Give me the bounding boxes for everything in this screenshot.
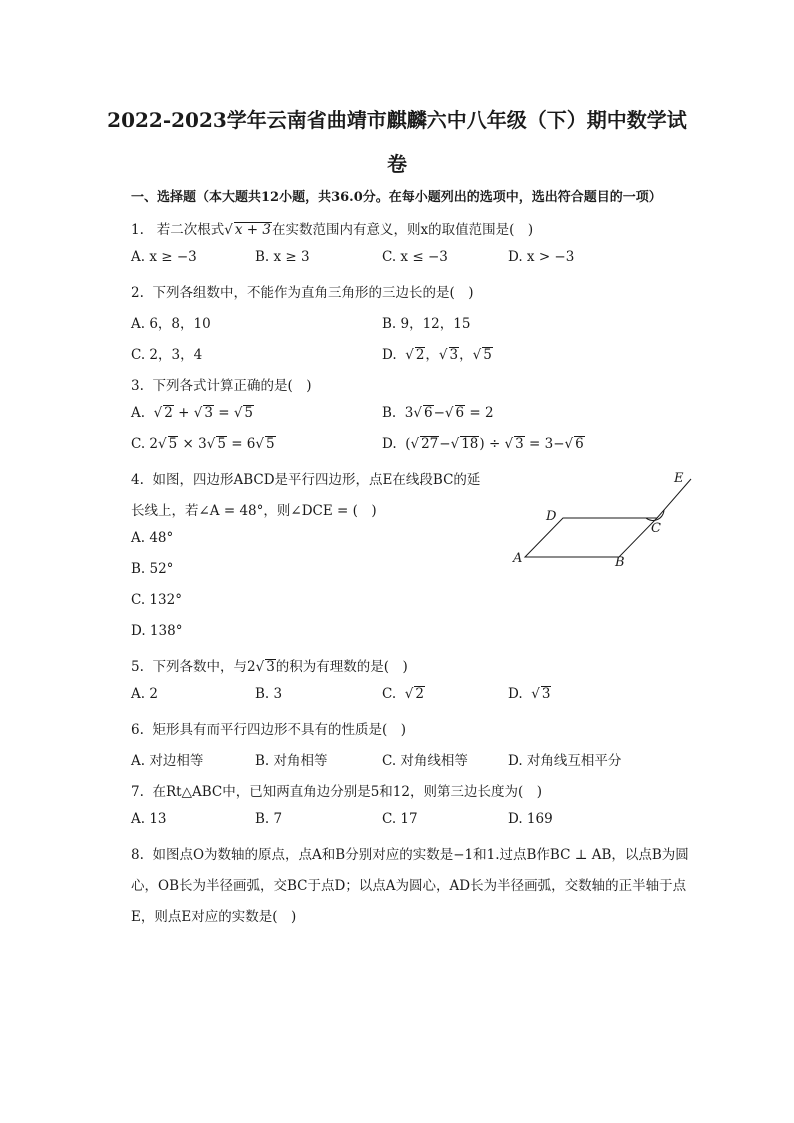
question-text-end: 在实数范围内有意义，则x的取值范围是( ) — [271, 222, 534, 238]
question-text: 若二次根式 — [156, 222, 225, 238]
exam-title-line1: 2022-2023学年云南省曲靖市麒麟六中八年级（下）期中数学试 — [107, 108, 687, 132]
option-label: B. — [382, 405, 397, 421]
option-a[interactable]: A. x ≥ −3 — [131, 249, 197, 265]
option-label: A. — [131, 405, 146, 421]
option-a[interactable]: A. 6，8，10 — [131, 316, 211, 332]
option-a[interactable]: A. 48° — [131, 530, 174, 546]
radicand: x + 3 — [234, 222, 271, 238]
radicand: 2 — [415, 347, 425, 363]
option-d[interactable]: D. 138° — [131, 623, 183, 639]
option-label: D. — [382, 436, 397, 452]
question-number: 1. — [131, 222, 144, 238]
option-d[interactable]: D. x > −3 — [508, 249, 575, 265]
option-d[interactable]: D. (√ 27−√ 18) ÷ √ 3 = 3−√ 6 — [382, 436, 584, 452]
question-4-line2: 长线上，若∠A = 48°，则∠DCE = ( ) — [131, 503, 377, 519]
radicand: 3 — [541, 686, 551, 702]
question-7 — [131, 780, 542, 800]
radicand: 3 — [449, 347, 459, 363]
question-8-line2: 心，OB长为半径画弧，交BC于点D；以点A为圆心，AD长为半径画弧，交数轴的正半轴于点 — [131, 878, 687, 894]
option-label: D. — [382, 347, 397, 363]
label-d: D — [546, 509, 557, 524]
option-b[interactable]: B. 3√ 6−√ 6 = 2 — [382, 405, 494, 421]
label-c: C — [651, 521, 661, 536]
question-text: 如图点O为数轴的原点，点A和B分别对应的实数是−1和1.过点B作BC ⊥ AB，以点B为圆 — [152, 847, 689, 863]
option-b[interactable]: B. 52° — [131, 561, 174, 577]
section-heading: 一、选择题（本大题共12小题，共36.0分。在每小题列出的选项中，选出符合题目的一项） — [131, 190, 662, 205]
question-number: 5. — [131, 659, 144, 675]
separator: ， — [425, 347, 439, 363]
angle-arc — [646, 510, 664, 521]
exam-title-line2: 卷 — [387, 152, 407, 176]
option-b[interactable]: B. 对角相等 — [255, 753, 328, 769]
label-e: E — [674, 471, 684, 486]
option-label: D. — [508, 686, 523, 702]
option-c[interactable]: C. 对角线相等 — [382, 753, 468, 769]
question-8-line3: E，则点E对应的实数是( ) — [131, 909, 297, 925]
question-number: 2. — [131, 285, 144, 301]
question-8-line1 — [131, 843, 689, 863]
option-b[interactable]: B. 7 — [255, 811, 283, 827]
question-number: 7. — [131, 784, 144, 800]
question-number: 4. — [131, 472, 144, 488]
option-label: C. — [131, 436, 146, 452]
question-6 — [131, 718, 406, 738]
option-a[interactable]: A. 13 — [131, 811, 167, 827]
parallelogram-figure — [505, 465, 705, 580]
question-number: 8. — [131, 847, 144, 863]
option-b[interactable]: B. 3 — [255, 686, 283, 702]
option-label: C. — [382, 686, 397, 702]
option-d[interactable]: D. 169 — [508, 811, 553, 827]
question-text: 下列各组数中，不能作为直角三角形的三边长的是( ) — [152, 285, 474, 301]
question-text: 下列各式计算正确的是( ) — [152, 378, 312, 394]
option-d[interactable]: D. √ 2，√ 3，√ 5 — [382, 347, 492, 363]
option-b[interactable]: B. x ≥ 3 — [255, 249, 310, 265]
question-text: 如图，四边形ABCD是平行四边形，点E在线段BC的延 — [152, 472, 481, 488]
question-4-line1 — [131, 468, 480, 488]
option-b[interactable]: B. 9，12，15 — [382, 316, 471, 332]
option-a[interactable]: A. √ 2 + √ 3 = √ 5 — [131, 405, 254, 421]
option-c[interactable]: C. √ 2 — [382, 686, 424, 702]
question-number: 6. — [131, 722, 144, 738]
option-c[interactable]: C. 17 — [382, 811, 418, 827]
question-number: 3. — [131, 378, 144, 394]
question-text-end: 的积为有理数的是( ) — [275, 659, 408, 675]
question-5: 5. 下列各数中，与2√ 3的积为有理数的是( ) — [131, 659, 408, 675]
parallelogram-abcd — [525, 518, 657, 557]
radicand: 5 — [483, 347, 492, 363]
question-1: 1. 若二次根式√ x + 3在实数范围内有意义，则x的取值范围是( ) — [131, 222, 534, 238]
question-3 — [131, 374, 312, 394]
option-c[interactable]: C. x ≤ −3 — [382, 249, 448, 265]
label-b: B — [615, 555, 625, 570]
radicand: 2 — [415, 686, 424, 702]
option-d[interactable]: D. √ 3 — [508, 686, 551, 702]
option-c[interactable]: C. 2，3，4 — [131, 347, 203, 363]
option-a[interactable]: A. 2 — [131, 686, 158, 702]
option-c[interactable]: C. 132° — [131, 592, 182, 608]
question-text: 在Rt△ABC中，已知两直角边分别是5和12，则第三边长度为( ) — [152, 784, 543, 800]
question-text: 矩形具有而平行四边形不具有的性质是( ) — [152, 722, 407, 738]
question-text: 下列各数中，与2 — [152, 659, 256, 675]
radicand: 3 — [266, 659, 275, 675]
option-a[interactable]: A. 对边相等 — [131, 753, 204, 769]
label-a: A — [513, 551, 523, 566]
question-2 — [131, 281, 474, 301]
option-d[interactable]: D. 对角线互相平分 — [508, 753, 622, 769]
option-c[interactable]: C. 2√ 5 × 3√ 5 = 6√ 5 — [131, 436, 275, 452]
